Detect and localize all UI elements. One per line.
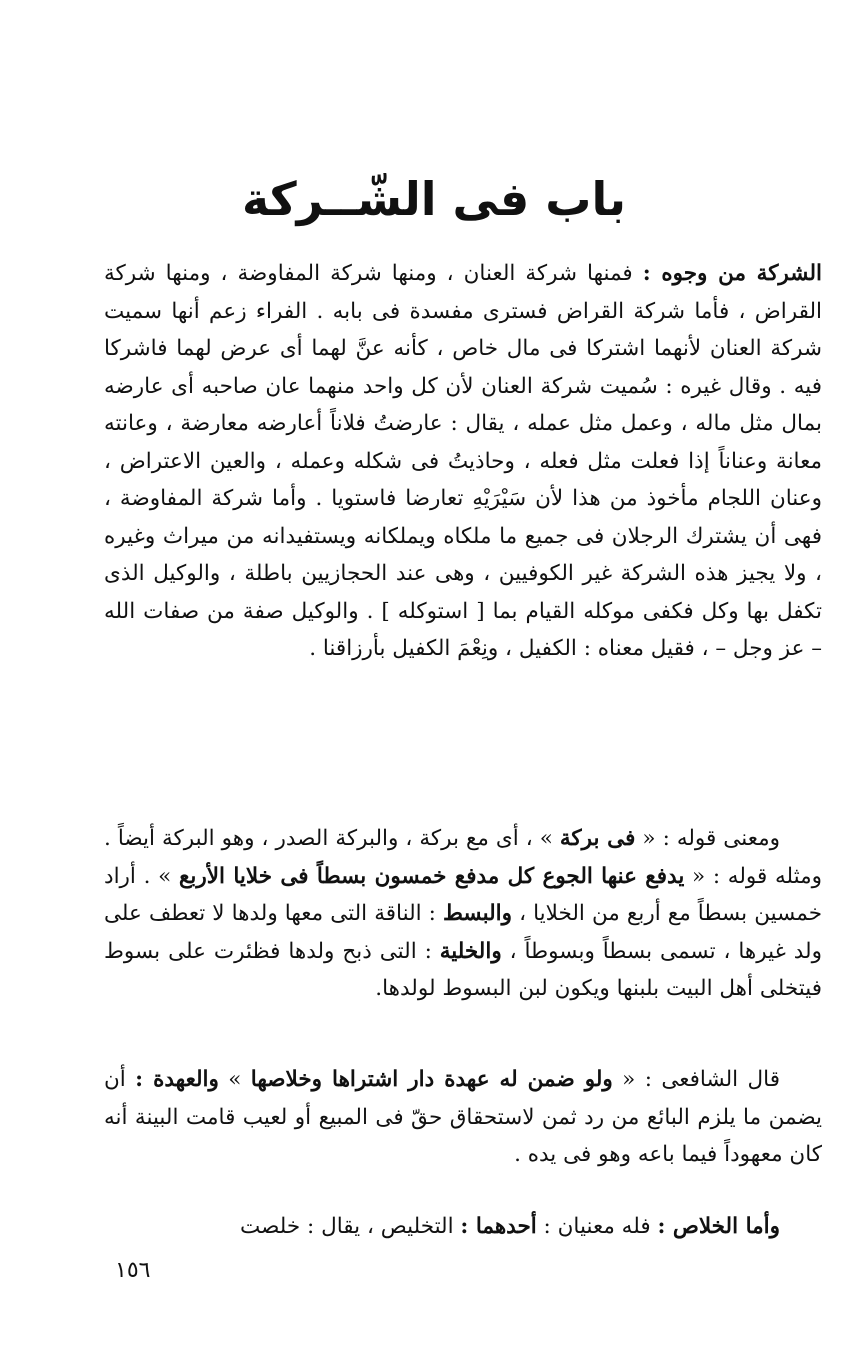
paragraph-4: [104, 1208, 822, 1246]
p4-mid-1: فله معنيان :: [536, 1214, 658, 1239]
p4-term-1: وأما الخلاص :: [657, 1214, 780, 1239]
paragraph-1-body: فمنها شركة العنان ، ومنها شركة المفاوضة ، ومنها شركة القراض ، فأما شركة القراض فسترى مفسدة فى بابه . الفراء زعم أنها سميت شركة العنان لأنهما اشتركا فى مال خاص ، كأنه عنَّ لهما أى عرض لهما فاشركا فيه . وقال غيره : سُميت شركة العنان لأن كل واحد منهما عان صاحبه أى عارضه بمال مثل ماله ، وعمل مثل عمله ، يقال : عارضتُ فلاناً أعارضه معارضة ، وعانته معانة وعناناً إذا فعلت مثل فعله ، وحاذيتُ فى شكله وعمله ، والعين الاعتراض ، وعنان اللجام مأخوذ من هذا لأن سَيْرَيْهِ تعارضا فاستويا . وأما شركة المفاوضة ، فهى أن يشترك الرجلان فى جميع ما ملكاه ويملكانه ويستفيدانه من ميراث وغيره ، ولا يجيز هذه الشركة غير الكوفيين ، وهى عند الحجازيين باطلة ، والوكيل الذى تكفل بها وكل فكفى موكله القيام بما [ استوكله ] . والوكيل صفة من صفات الله – عز وجل – ، فقيل معناه : الكفيل ، ونِعْمَ الكفيل بأرزاقنا .: [104, 261, 822, 661]
p2-term-2: والخلية: [439, 938, 502, 964]
p2-pre: ومعنى قوله : «: [635, 826, 780, 851]
p2-mid-1: » ، أى مع بركة ، والبركة الصدر ، وهو البركة أيضاً . ومثله قوله : «: [104, 826, 822, 889]
paragraph-1: [104, 255, 822, 668]
p3-end: أن يضمن ما يلزم البائع من رد ثمن لاستحقاق حقّ فى المبيع أو لعيب قامت البينة أنه كان معهوداً فيما باعه وهو فى يده .: [104, 1067, 822, 1167]
p2-term-1: والبسط: [443, 901, 512, 926]
p3-term-1: والعهدة :: [135, 1067, 219, 1092]
p2-end: : التى ذبح ولدها فظئرت على بسوط فيتخلى أهل البيت بلبنها ويكون لبن البسوط لولدها.: [104, 938, 822, 1001]
p3-mid-1: »: [218, 1067, 251, 1092]
p2-quote-1: فى بركة: [559, 826, 636, 851]
paragraph-2: [104, 820, 822, 1008]
p2-mid-2: » . أراد خمسين بسطاً مع أربع من الخلايا ،: [104, 863, 822, 926]
p4-end: التخليص ، يقال : خلصت: [240, 1214, 461, 1239]
p2-mid-3: : الناقة التى معها ولدها لا تعطف على ولد غيرها ، تسمى بسطاً وبسوطاً ،: [104, 901, 822, 964]
page-number: ١٥٦: [115, 1258, 151, 1283]
chapter-title: باب فى الشّــركة: [241, 172, 626, 226]
p4-term-2: أحدهما :: [460, 1214, 537, 1239]
p3-quote-1: ولو ضمن له عهدة دار اشتراها وخلاصها: [250, 1067, 613, 1092]
p2-quote-2: يدفع عنها الجوع كل مدفع خمسون بسطاً فى خلايا الأربع: [178, 863, 685, 889]
paragraph-3: [104, 1061, 822, 1174]
p3-pre: قال الشافعى : «: [612, 1067, 780, 1092]
paragraph-1-lead: الشركة من وجوه :: [642, 261, 822, 286]
